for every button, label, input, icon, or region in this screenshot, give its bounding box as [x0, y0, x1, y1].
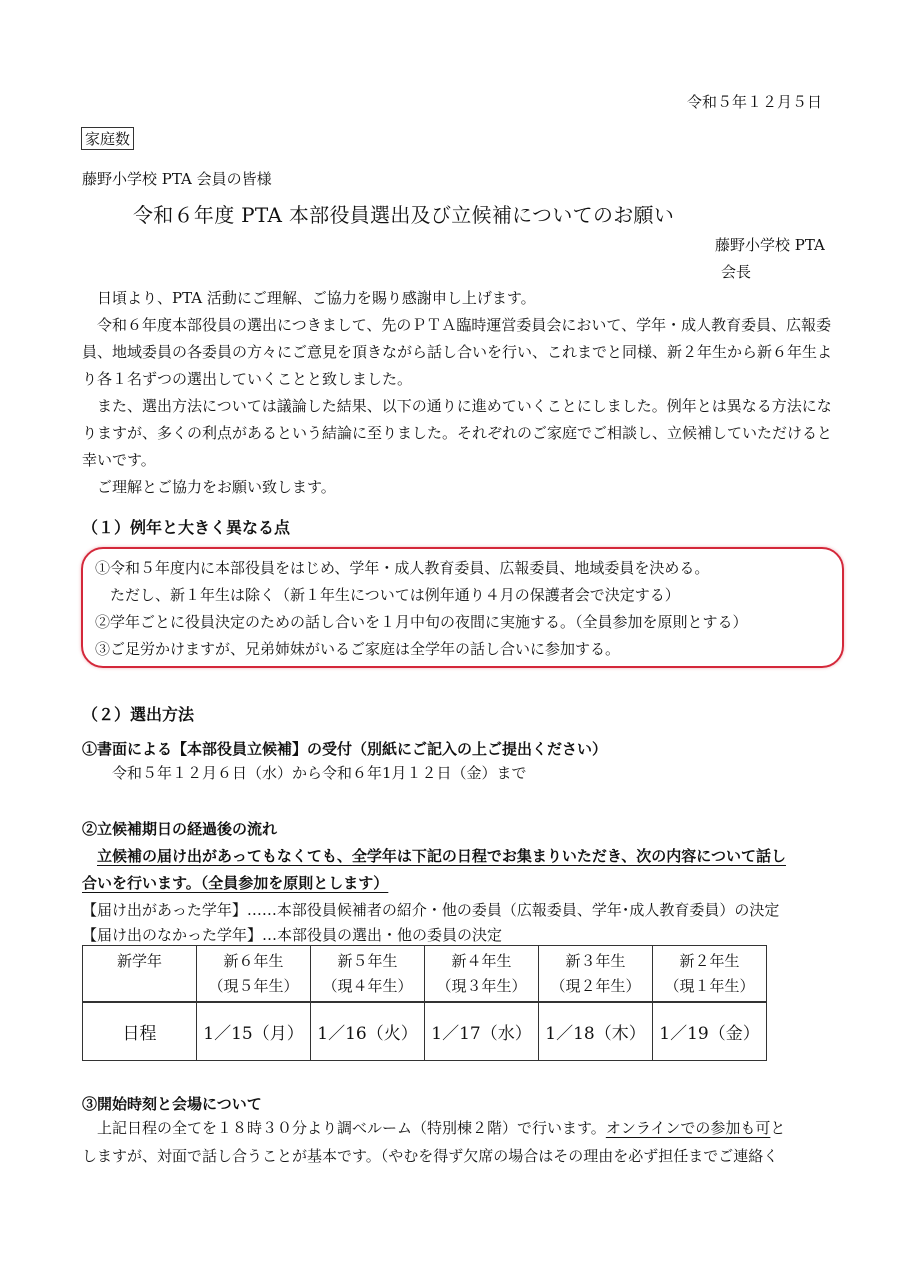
distribution-label-box: 家庭数 — [81, 127, 134, 150]
new-grade: 新５年生 — [337, 952, 398, 970]
notice-underlined-line2: 合いを行います。（全員参加を原則とします） — [82, 874, 389, 892]
candidacy-period: 令和５年１２月６日（水）から令和６年1月１２日（金）まで — [112, 764, 527, 782]
table-header-cell — [83, 946, 197, 1003]
document-date: 令和５年１２月５日 — [686, 93, 822, 111]
grade-label: 新学年 — [116, 952, 162, 970]
table-header-cell — [197, 946, 311, 1003]
schedule-table — [82, 945, 767, 1061]
current-grade: （現２年生） — [550, 977, 641, 995]
difference-item: ただし、新１年生は除く（新１年生については例年通り４月の保護者会で決定する） — [95, 586, 680, 604]
sender-role: 会長 — [721, 263, 752, 281]
intro-paragraph: また、選出方法については議論した結果、以下の通りに進めていくことにしました。例年とは異なる方法になりますが、多くの利点があるという結論に至りました。それぞれのご家庭でご相談し、立候補していただけると幸いです。 — [82, 397, 833, 469]
current-grade: （現３年生） — [436, 977, 527, 995]
new-grade: 新３年生 — [565, 952, 626, 970]
item2-heading: ②立候補期日の経過後の流れ — [82, 820, 278, 838]
case-without-candidate: 【届け出のなかった学年】…本部役員の選出・他の委員の決定 — [82, 926, 503, 944]
table-header-cell — [653, 946, 767, 1003]
table-header-cell — [425, 946, 539, 1003]
item1-heading: ①書面による【本部役員立候補】の受付（別紙にご記入の上ご提出ください） — [82, 740, 608, 758]
schedule-date-cell: 1／17（水） — [425, 1002, 539, 1061]
table-header-cell — [539, 946, 653, 1003]
document-title: 令和６年度 PTA 本部役員選出及び立候補についてのお願い — [133, 203, 675, 227]
notice-underlined-line1: 立候補の届け出があってもなくても、全学年は下記の日程でお集まりいただき、次の内容について話し — [97, 847, 786, 865]
schedule-date-cell: 1／16（火） — [311, 1002, 425, 1061]
online-participation-note: オンラインでの参加も可 — [605, 1119, 771, 1137]
intro-paragraph: ご理解とご協力をお願い致します。 — [97, 478, 336, 496]
table-header-cell — [311, 946, 425, 1003]
schedule-date-cell: 1／15（月） — [197, 1002, 311, 1061]
difference-item: ③ご足労かけますが、兄弟姉妹がいるご家庭は全学年の話し合いに参加する。 — [95, 640, 621, 658]
venue-line1 — [97, 1117, 785, 1138]
venue-line2: しますが、対面で話し合うことが基本です。（やむを得ず欠席の場合はその理由を必ず担任までご連絡く — [82, 1147, 779, 1165]
table-row — [83, 946, 767, 1003]
new-grade: 新２年生 — [679, 952, 740, 970]
schedule-label-cell: 日程 — [83, 1002, 197, 1061]
section1-heading: （１）例年と大きく異なる点 — [82, 518, 291, 537]
intro-paragraph: 日頃より、PTA 活動にご理解、ご協力を賜り感謝申し上げます。 — [97, 289, 536, 307]
sender-organization: 藤野小学校 PTA — [715, 236, 825, 254]
schedule-date-cell: 1／18（木） — [539, 1002, 653, 1061]
intro-paragraph: 令和６年度本部役員の選出につきまして、先のＰＴＡ臨時運営委員会において、学年・成人教育委員、広報委員、地域委員の各委員の方々にご意見を頂きながら話し合いを行い、これまでと同様、新２年生から新６年生より各１名ずつの選出していくことと致しました。 — [82, 316, 833, 388]
case-with-candidate: 【届け出があった学年】……本部役員候補者の紹介・他の委員（広報委員、学年･成人教育委員）の決定 — [82, 901, 780, 919]
new-grade: 新６年生 — [223, 952, 284, 970]
item3-heading: ③開始時刻と会場について — [82, 1095, 262, 1113]
section2-heading: （２）選出方法 — [82, 705, 195, 724]
addressee: 藤野小学校 PTA 会員の皆様 — [82, 170, 272, 188]
current-grade: （現５年生） — [208, 977, 299, 995]
table-row — [83, 1002, 767, 1061]
venue-text: 上記日程の全てを１８時３０分より調べルーム（特別棟２階）で行います。 — [97, 1119, 606, 1137]
current-grade: （現１年生） — [664, 977, 755, 995]
venue-text-end: と — [770, 1119, 786, 1137]
current-grade: （現４年生） — [322, 977, 413, 995]
schedule-date-cell: 1／19（金） — [653, 1002, 767, 1061]
key-differences-box — [81, 547, 844, 668]
difference-item: ②学年ごとに役員決定のための話し合いを１月中旬の夜間に実施する。（全員参加を原則とする） — [95, 613, 748, 631]
difference-item: ①令和５年度内に本部役員をはじめ、学年・成人教育委員、広報委員、地域委員を決める。 — [95, 559, 710, 577]
intro-body — [82, 285, 832, 501]
new-grade: 新４年生 — [451, 952, 512, 970]
